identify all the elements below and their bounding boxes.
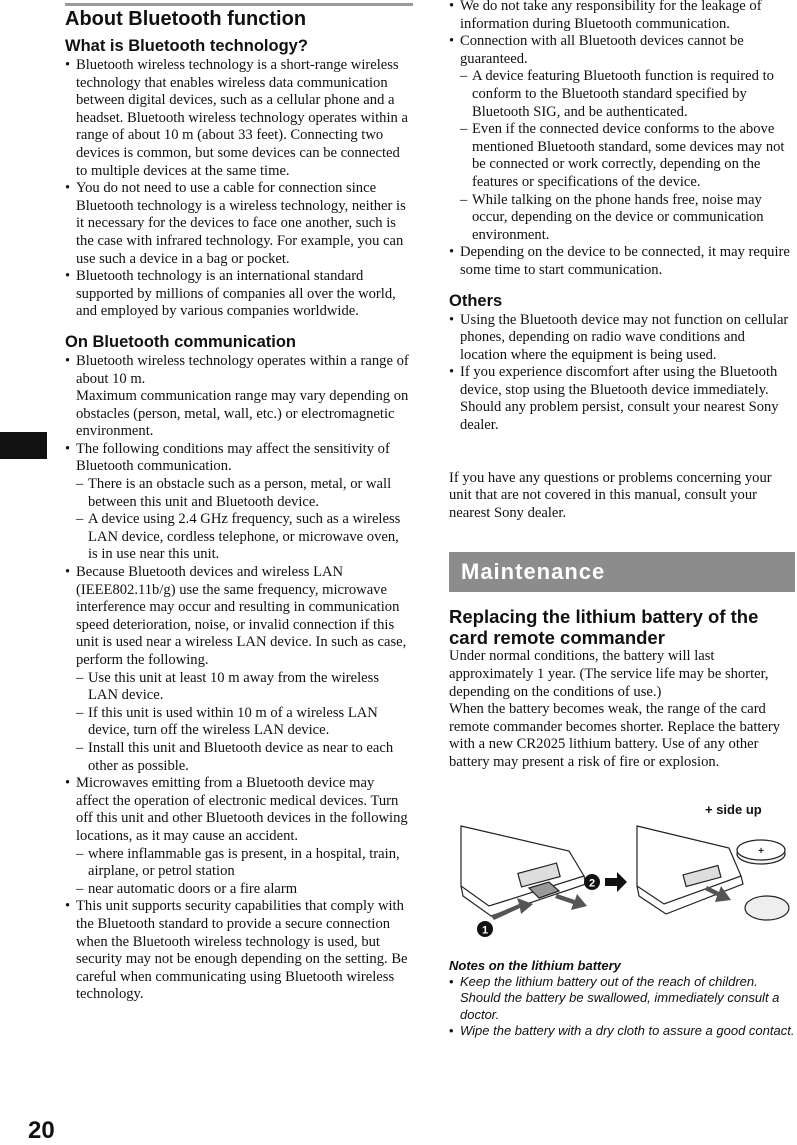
- sub-list-item: – Use this unit at least 10 m away from the wireless LAN device.: [76, 670, 410, 705]
- battery-replacement-figure: [449, 796, 795, 946]
- list-item-text: Microwaves emitting from a Bluetooth device may affect the operation of electronic medical devices. Turn off this unit and other Bluetooth devices in the following locations, as it may cause an accident.: [76, 775, 408, 844]
- list-item-text: Maximum communication range may vary depending on obstacles (person, metal, wall, etc.) or electromagnetic environment.: [76, 388, 409, 440]
- list-item: • Depending on the device to be connected, it may require some time to start communication.: [449, 244, 795, 279]
- bluetooth-communication-list: [65, 353, 410, 1004]
- pull-arrow-icon: [555, 894, 587, 910]
- page-number: 20: [28, 1117, 55, 1144]
- list-item: • We do not take any responsibility for the leakage of information during Bluetooth communication.: [449, 0, 795, 33]
- sub-list-item: – A device using 2.4 GHz frequency, such as a wireless LAN device, cordless telephone, or microwave oven, is in use near this unit.: [76, 511, 410, 564]
- questions-paragraph: If you have any questions or problems concerning your unit that are not covered in this manual, consult your nearest Sony dealer.: [449, 469, 772, 521]
- note-item: • Keep the lithium battery out of the reach of children. Should the battery be swallowed, immediately consult a doctor.: [449, 974, 795, 1024]
- list-item: [449, 33, 795, 244]
- note-item: • Wipe the battery with a dry cloth to assure a good contact.: [449, 1023, 795, 1040]
- right-column: [449, 0, 795, 1040]
- list-item-text: The following conditions may affect the sensitivity of Bluetooth communication.: [76, 440, 390, 475]
- sub-list-item: – A device featuring Bluetooth function is required to conform to the Bluetooth standard specified by Bluetooth SIG, and be authenticated.: [460, 68, 795, 121]
- notes-list: [449, 974, 795, 1040]
- list-item: [65, 353, 410, 441]
- list-item: [65, 564, 410, 775]
- maintenance-banner: Maintenance: [449, 552, 795, 592]
- others-heading: Others: [449, 291, 503, 310]
- list-item: • Bluetooth wireless technology is a short-range wireless technology that enables wireless data communication between digital devices, such as a cellular phone and a headset. Bluetooth wireless technology operates within a range of about 10 m (about 33 feet). Connecting two devices is common, but some devices can be connected to multiple devices at the same time.: [65, 57, 410, 180]
- sub-list-item: – where inflammable gas is present, in a hospital, train, airplane, or petrol station: [76, 846, 410, 881]
- sub-list: [460, 68, 795, 244]
- step-2-badge: [584, 874, 600, 890]
- what-is-bluetooth-heading: What is Bluetooth technology?: [65, 37, 308, 55]
- others-list: [449, 312, 795, 435]
- bluetooth-communication-list-continued: [449, 0, 795, 280]
- battery-illustration: [449, 796, 795, 946]
- list-item: [65, 775, 410, 898]
- battery-paragraph-1: Under normal conditions, the battery will last approximately 1 year. (The service life may be shorter, depending on the conditions of use.): [449, 648, 769, 700]
- sub-list: [76, 846, 410, 899]
- left-column: [65, 0, 410, 1004]
- battery-heading: Replacing the lithium battery of the card remote commander: [449, 606, 759, 649]
- insert-arrow-icon: [705, 886, 731, 902]
- section-tab-marker: [0, 432, 47, 459]
- sub-list: [76, 476, 410, 564]
- list-item-text: Because Bluetooth devices and wireless LAN (IEEE802.11b/g) use the same frequency, microwave interference may occur and resulting in communication speed deterioration, noise, or invalid connection if this unit is used near a wireless LAN device. In such as case, perform the following.: [76, 564, 407, 668]
- svg-text:+: +: [758, 845, 764, 857]
- sub-list-item: – While talking on the phone hands free, noise may occur, depending on the device or communication environment.: [460, 192, 795, 245]
- sub-list-item: – There is an obstacle such as a person, metal, or wall between this unit and Bluetooth device.: [76, 476, 410, 511]
- list-item-text: Bluetooth wireless technology operates within a range of about 10 m.: [76, 352, 409, 387]
- list-item: • You do not need to use a cable for connection since Bluetooth technology is a wireless technology, neither is it necessary for the devices to face one another, such is the case with infrared technology. For example, you can use such a device in a bag or pocket.: [65, 180, 410, 268]
- list-item: • Using the Bluetooth device may not function on cellular phones, depending on radio wave conditions and location where the equipment is being used.: [449, 312, 795, 365]
- sub-list: [76, 670, 410, 776]
- what-is-bluetooth-list: [65, 57, 410, 321]
- list-item-text: Connection with all Bluetooth devices cannot be guaranteed.: [460, 33, 744, 67]
- next-step-arrow-icon: [605, 872, 627, 892]
- step-1-number: 1: [481, 924, 489, 937]
- bluetooth-communication-heading: On Bluetooth communication: [65, 332, 296, 351]
- side-up-label: + side up: [705, 801, 762, 817]
- list-item: • Bluetooth technology is an international standard supported by millions of companies all over the world, and employed by various companies worldwide.: [65, 268, 410, 321]
- notes-title: Notes on the lithium battery: [449, 957, 621, 973]
- lithium-battery-icon: [737, 840, 785, 864]
- list-item: • If you experience discomfort after using the Bluetooth device, stop using the Bluetooth device immediately. Should any problem persist, consult your nearest Sony dealer.: [449, 364, 795, 434]
- sub-list-item: – near automatic doors or a fire alarm: [76, 881, 410, 899]
- step-1-badge: [477, 921, 493, 937]
- sub-list-item: – Install this unit and Bluetooth device as near to each other as possible.: [76, 740, 410, 775]
- section-title: About Bluetooth function: [65, 8, 307, 30]
- list-item: [65, 441, 410, 564]
- list-item: • This unit supports security capabilities that comply with the Bluetooth standard to provide a secure connection when the Bluetooth wireless technology is used, but security may not be enough depending on the setting. Be careful when communicating using Bluetooth wireless technology.: [65, 898, 410, 1004]
- sub-list-item: – If this unit is used within 10 m of a wireless LAN device, turn off the wireless LAN device.: [76, 705, 410, 740]
- step-2-number: 2: [588, 877, 596, 890]
- sub-list-item: – Even if the connected device conforms to the above mentioned Bluetooth standard, some devices may not be connected or work correctly, depending on the features or specifications of the device.: [460, 121, 795, 191]
- battery-paragraph-2: When the battery becomes weak, the range of the card remote commander becomes shorter. Replace the battery with a new CR2025 lithium battery. Use of any other battery may present a risk of fire or explosion.: [449, 701, 781, 770]
